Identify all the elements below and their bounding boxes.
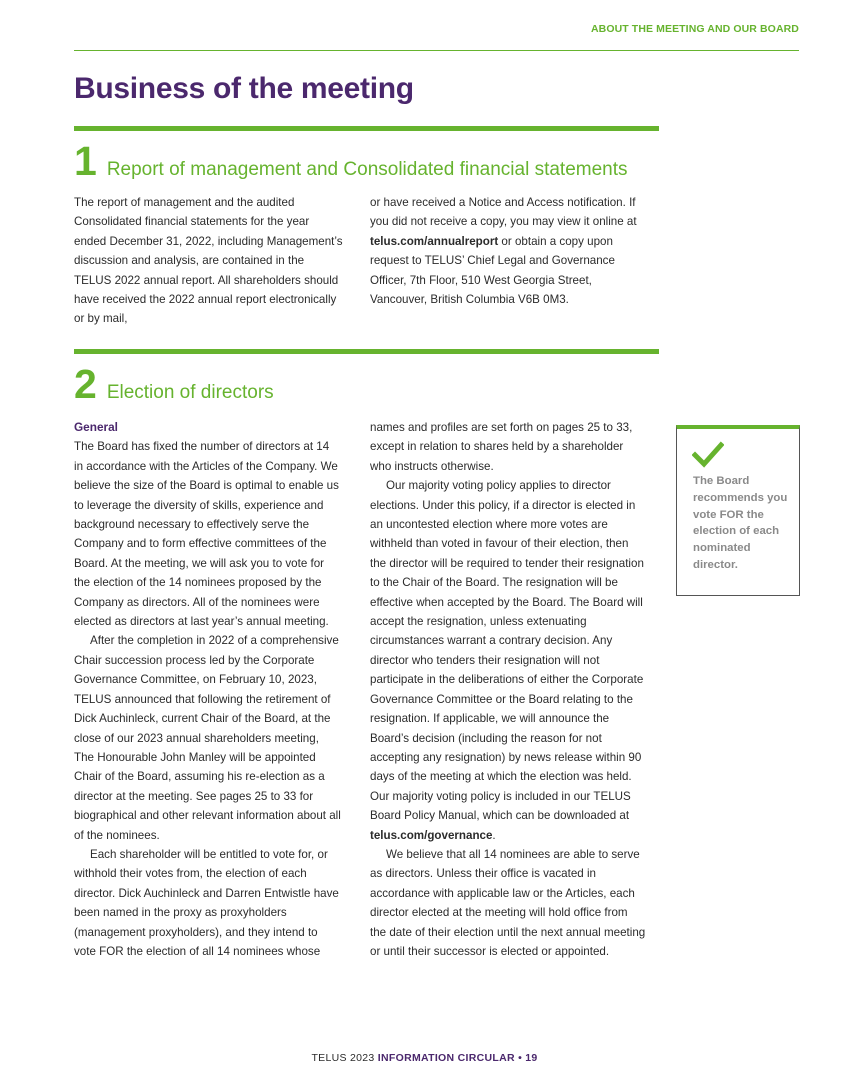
text: or obtain a copy upon request to TELUS’ Chief Legal and Governance Officer, 7th Floor, 510 West Georgia Street, Vancouver, British Columbia V6B 0M3. <box>370 234 615 307</box>
section-2-right-column <box>370 418 646 961</box>
annual-report-link[interactable]: telus.com/annualreport <box>370 234 499 248</box>
section-1-title: Report of management and Consolidated financial statements <box>106 159 628 180</box>
recommendation-callout <box>676 425 800 596</box>
section-2-heading <box>74 361 274 407</box>
recommendation-text: The Board recommends you vote FOR the election of each nominated director. <box>693 475 788 571</box>
paragraph <box>370 193 648 309</box>
paragraph: Each shareholder will be entitled to vote for, or withhold their votes from, the election of each director. Dick Auchinleck and Darren Entwistle have been named in the proxy as proxyholders (management proxyholders), and they intend to vote FOR the election of all 14 nominees whose <box>74 847 339 958</box>
section-1-right-column <box>370 193 648 309</box>
section-2-bar <box>74 349 659 354</box>
footer-brand: TELUS 2023 <box>311 1052 375 1064</box>
subheading-general: General <box>74 420 118 434</box>
section-2-number: 2 <box>74 361 97 407</box>
section-2-left-column <box>74 418 341 961</box>
paragraph: After the completion in 2022 of a comprehensive Chair succession process led by the Corporate Governance Committee, on February 10, 2023, TELUS announced that following the retirement of Dick Auchinleck, current Chair of the Board, at the close of our 2023 annual shareholders meeting, The Honourable John Manley will be appointed Chair of the Board, assuming his re-election as a director at the meeting. See pages 25 to 33 for biographical and other relevant information about all of the nominees. <box>74 634 341 842</box>
page-title: Business of the meeting <box>74 72 414 105</box>
footer-doc-title: INFORMATION CIRCULAR <box>377 1052 515 1064</box>
page-number: 19 <box>525 1052 538 1064</box>
section-label: ABOUT THE MEETING AND OUR BOARD <box>590 23 799 35</box>
section-2-title: Election of directors <box>106 382 274 403</box>
paragraph <box>370 476 646 845</box>
section-1-heading <box>74 138 628 184</box>
paragraph: The Board has fixed the number of directors at 14 in accordance with the Articles of the Company. We believe the size of the Board is optimal to enable us to leverage the diversity of skills, experience and background necessary to effectively serve the Company and to form effective committees of the Board. At the meeting, we will ask you to vote for the election of the 14 nominees proposed by the Company as directors. All of the nominees were elected as directors at last year’s annual meeting. <box>74 440 339 629</box>
section-1-number: 1 <box>74 138 97 184</box>
footer-separator: • <box>518 1052 523 1064</box>
section-1-left-column <box>74 193 344 329</box>
text: or have received a Notice and Access notification. If you did not receive a copy, you may view it online at <box>370 196 637 229</box>
header-divider <box>74 50 799 51</box>
paragraph: names and profiles are set forth on pages 25 to 33, except in relation to shares held by a shareholder who instructs otherwise. <box>370 421 633 473</box>
page-footer <box>0 1052 849 1064</box>
text: . <box>492 828 496 842</box>
section-1-bar <box>74 126 659 131</box>
paragraph: We believe that all 14 nominees are able to serve as directors. Unless their office is vacated in accordance with applicable law or the Articles, each director elected at the meeting will hold office from the date of their election until the next annual meeting or until their successor is elected or appointed. <box>370 847 646 958</box>
paragraph: The report of management and the audited Consolidated financial statements for the year ended December 31, 2022, including Management’s discussion and analysis, are contained in the TELUS 2022 annual report. All shareholders should have received the 2022 annual report electronically or by mail, <box>74 196 343 326</box>
checkmark-icon <box>692 441 724 469</box>
governance-link[interactable]: telus.com/governance <box>370 828 493 842</box>
text: Our majority voting policy applies to director elections. Under this policy, if a director is elected in an uncontested election where more votes are withheld than voted in favour of their election, then the director will be required to tender their resignation to the Chair of the Board. The resignation will be effective when accepted by the Board. The Board will accept the resignation, unless extenuating circumstances warrant a contrary decision. Any director who tenders their resignation will not participate in the deliberations of either the Corporate Governance Committee or the Board relating to the resignation. If applicable, we will announce the Board’s decision (including the reason for not accepting any resignation) by news release within 90 days of the meeting at which the election was held. Our majority voting policy is included in our TELUS Board Policy Manual, which can be downloaded at <box>370 479 644 823</box>
